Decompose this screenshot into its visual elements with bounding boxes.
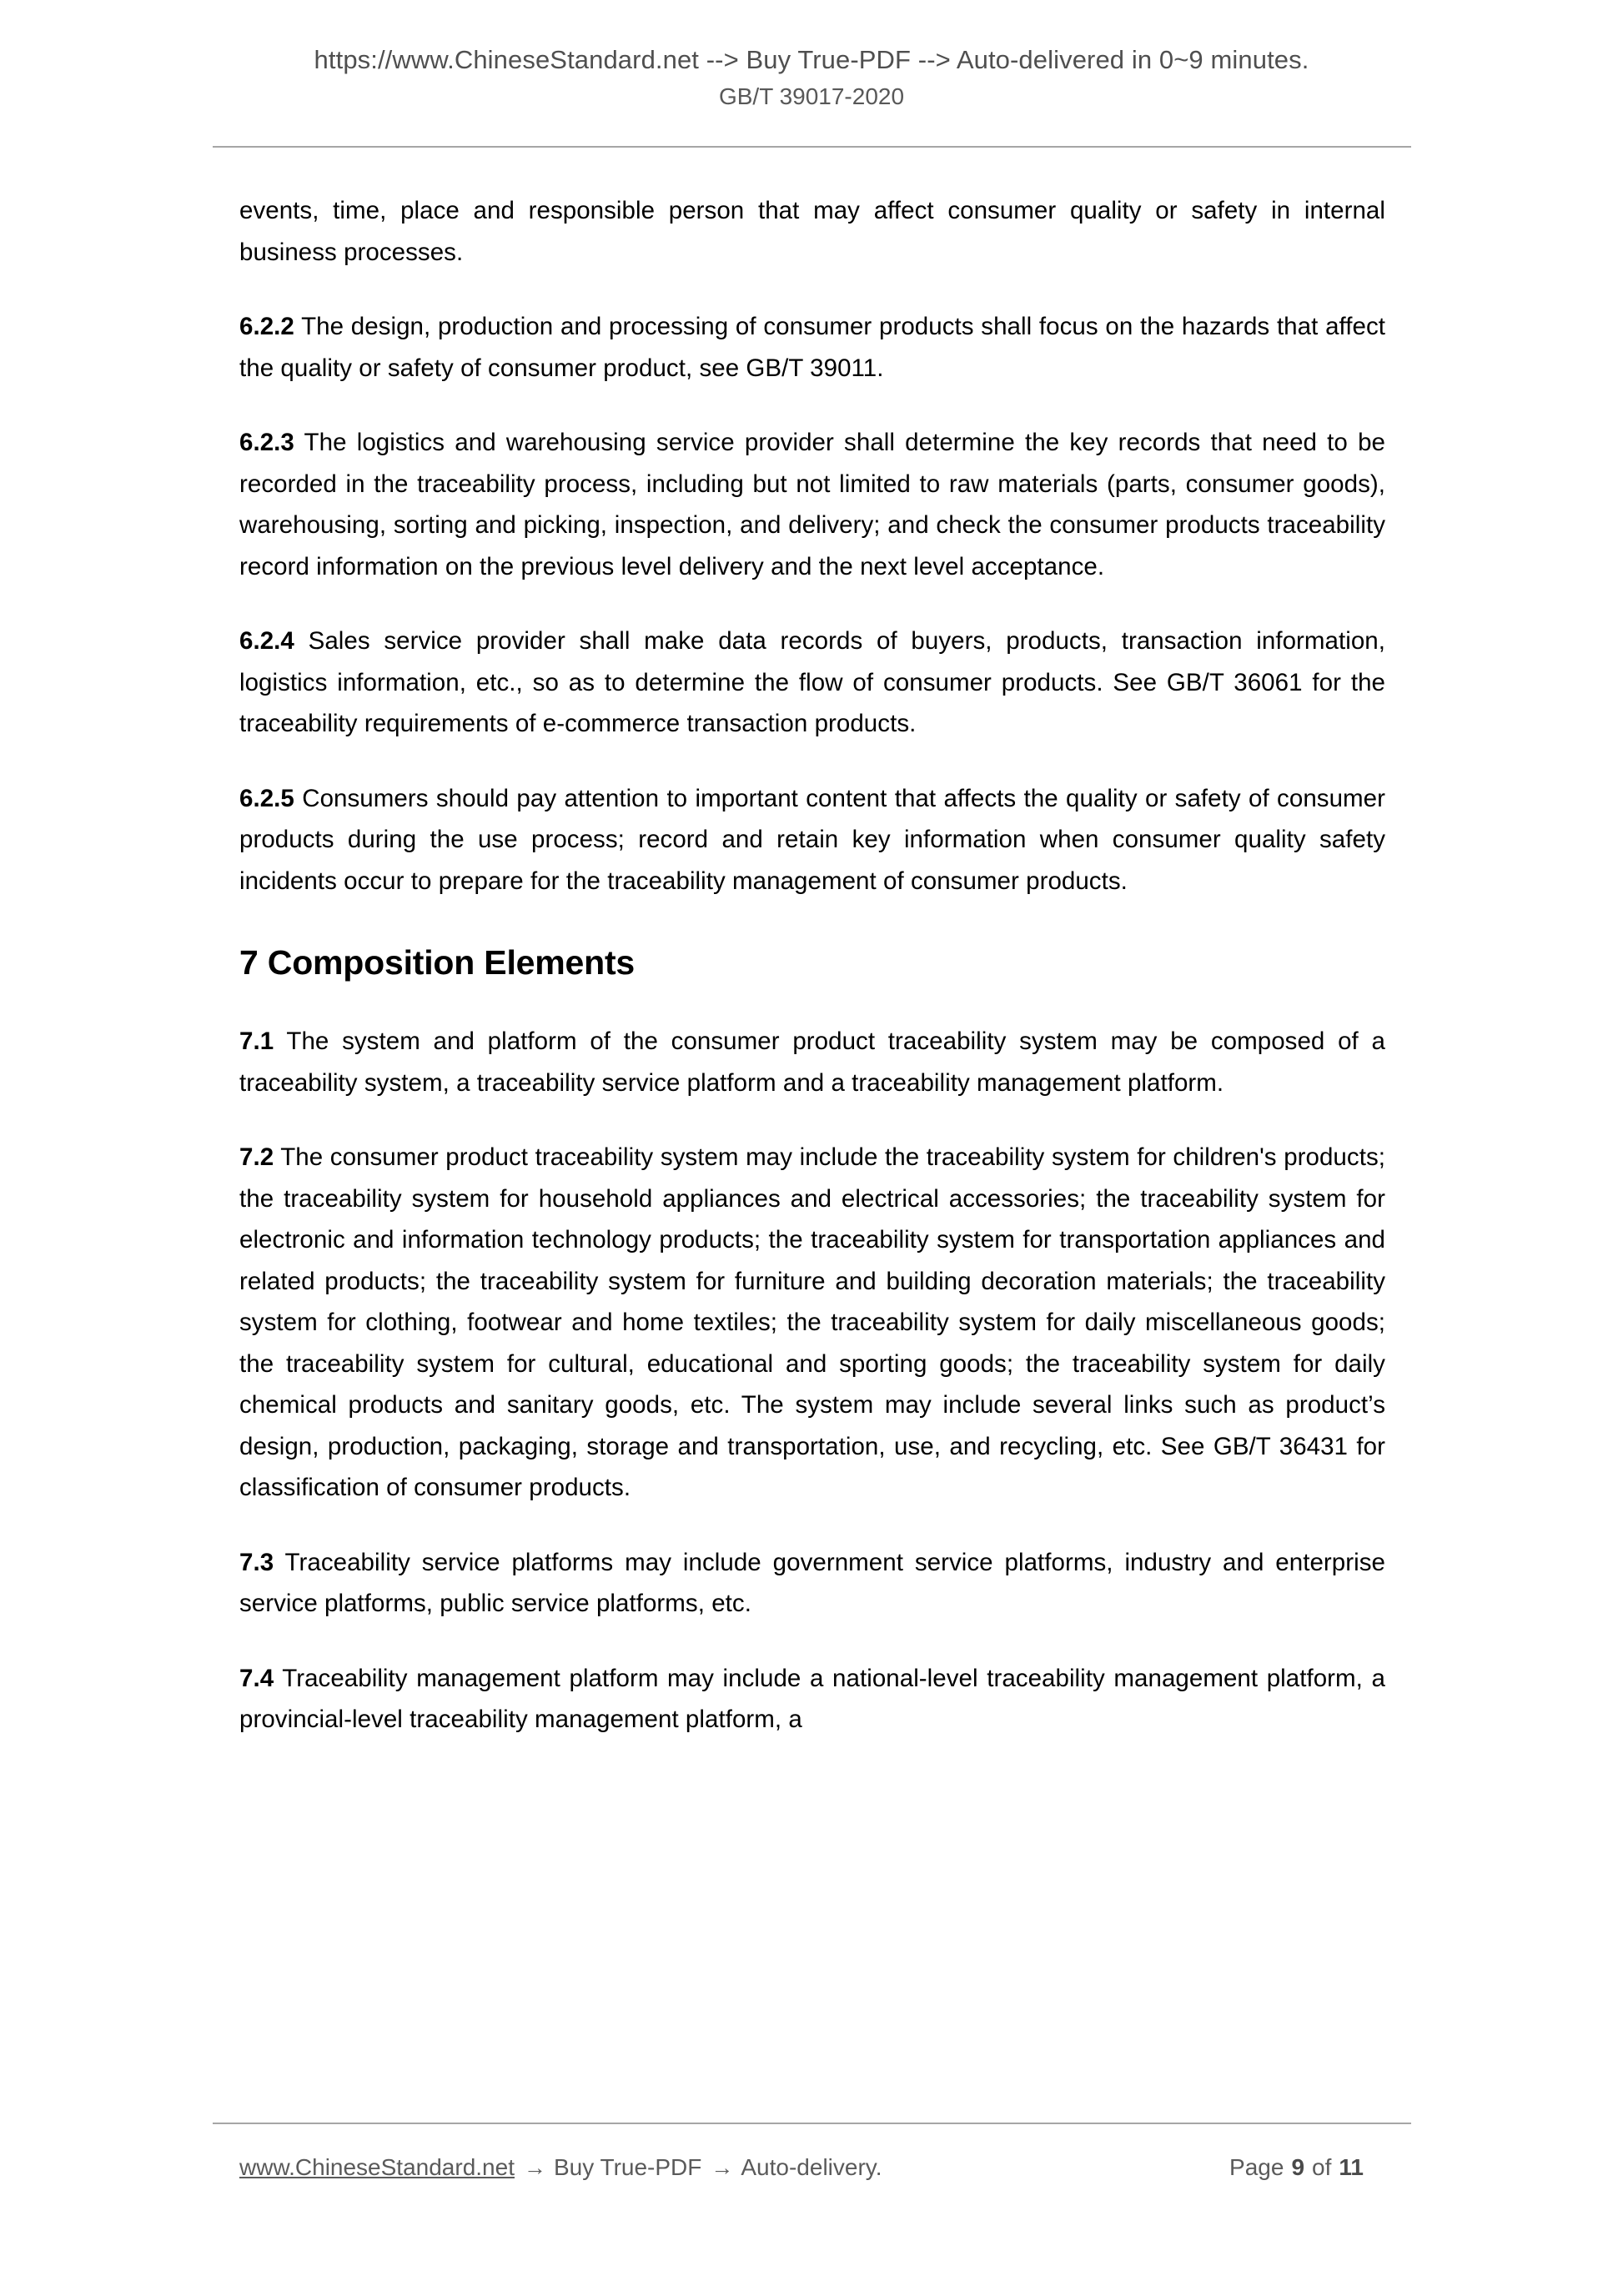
footer-divider (213, 2123, 1411, 2124)
header-standard-code: GB/T 39017-2020 (718, 83, 905, 109)
arrow-right-icon: → (523, 2155, 546, 2180)
footer-promo (239, 2150, 882, 2185)
paragraph-continued (239, 190, 1385, 273)
paragraph-text: events, time, place and responsible person that may affect consumer quality or safety in internal business processes. (239, 197, 1385, 266)
clause-6-2-4 (239, 620, 1385, 745)
section-heading-block (239, 941, 1385, 984)
clause-7-4 (239, 1658, 1385, 1741)
document-body (239, 190, 1385, 1741)
clause-number: 7.2 (239, 1143, 274, 1171)
clause-number: 6.2.5 (239, 784, 294, 812)
footer-buy-label: Buy True-PDF (553, 2154, 702, 2180)
page-number: 9 (1291, 2154, 1305, 2180)
clause-text: Consumers should pay attention to important content that affects the quality or safety of consumer products during the use process; record and retain key information when consumer quality safety incidents occur to prepare for the traceability management of consumer products. (239, 784, 1385, 895)
clause-number: 7.1 (239, 1027, 274, 1055)
clause-text: The system and platform of the consumer product traceability system may be composed of a traceability system, a traceability service platform and a traceability management platform. (239, 1027, 1385, 1097)
clause-text: The consumer product traceability system may include the traceability system for children's products; the traceability system for household appliances and electrical accessories; the traceability system for electronic and information technology products; the traceability system for transportation appliances and related products; the traceability system for furniture and building decoration materials; the traceability system for clothing, footwear and home textiles; the traceability system for daily miscellaneous goods; the traceability system for cultural, educational and sporting goods; the traceability system for daily chemical products and sanitary goods, etc. The system may include several links such as product’s design, production, packaging, storage and transportation, use, and recycling, etc. See GB/T 36431 for classification of consumer products. (239, 1143, 1385, 1501)
header-divider (213, 146, 1411, 148)
page-footer (239, 2150, 1410, 2185)
clause-number: 7.3 (239, 1548, 274, 1576)
clause-7-2 (239, 1137, 1385, 1509)
clause-7-1 (239, 1021, 1385, 1103)
clause-number: 7.4 (239, 1664, 274, 1692)
clause-text: Sales service provider shall make data records of buyers, products, transaction information, logistics information, etc., so as to determine the flow of consumer products. See GB/T 36061 for the traceability requirements of e-commerce transaction products. (239, 627, 1385, 737)
clause-number: 6.2.4 (239, 627, 294, 655)
footer-delivery-label: Auto-delivery. (741, 2154, 882, 2180)
clause-6-2-3 (239, 422, 1385, 587)
clause-6-2-5 (239, 778, 1385, 902)
clause-number: 6.2.2 (239, 313, 294, 340)
page-of-label: of (1312, 2154, 1332, 2180)
clause-text: The design, production and processing of consumer products shall focus on the hazards that affect the quality or safety of consumer product, see GB/T 39011. (239, 313, 1385, 382)
page-total: 11 (1339, 2154, 1364, 2180)
page-label: Page (1229, 2154, 1284, 2180)
footer-site-link[interactable]: www.ChineseStandard.net (239, 2154, 515, 2180)
clause-text: Traceability service platforms may include government service platforms, industry and enterprise service platforms, public service platforms, etc. (239, 1548, 1385, 1617)
page-indicator (1229, 2150, 1364, 2185)
clause-7-3 (239, 1542, 1385, 1625)
arrow-right-icon: → (711, 2155, 734, 2180)
section-heading-7: 7 Composition Elements (239, 943, 636, 982)
header-promo-url: https://www.ChineseStandard.net --> Buy True-PDF --> Auto-delivered in 0~9 minutes. (314, 45, 1309, 74)
clause-text: The logistics and warehousing service provider shall determine the key records that need to be recorded in the traceability process, including but not limited to raw materials (parts, consumer goods), warehousing, sorting and picking, inspection, and delivery; and check the consumer products traceability record information on the previous level delivery and the next level acceptance. (239, 429, 1385, 580)
clause-6-2-2 (239, 306, 1385, 389)
clause-number: 6.2.3 (239, 429, 294, 456)
clause-text: Traceability management platform may include a national-level traceability management platform, a provincial-level traceability management platform, a (239, 1664, 1385, 1733)
page-header (213, 43, 1410, 113)
